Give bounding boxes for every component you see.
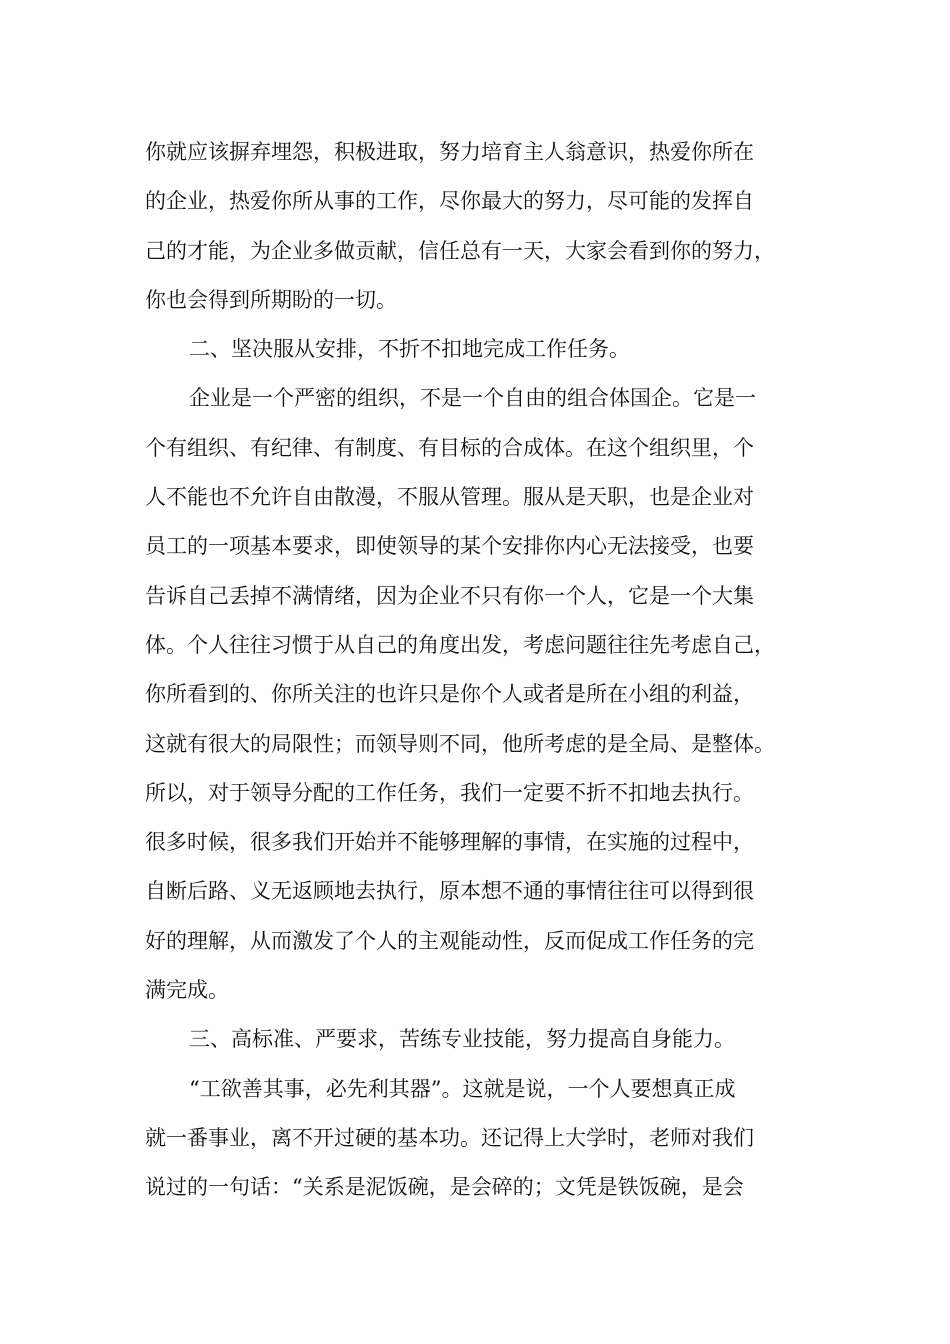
text-line: 人不能也不允许自由散漫，不服从管理。服从是天职，也是企业对 <box>145 485 754 510</box>
text-line: 企业是一个严密的组织，不是一个自由的组合体国企。它是一 <box>189 386 756 411</box>
text-line: 员工的一项基本要求，即使领导的某个安排你内心无法接受，也要 <box>145 534 754 559</box>
text-line: 你也会得到所期盼的一切。 <box>145 287 397 312</box>
body-text <box>145 128 825 1213</box>
text-line: 很多时候，很多我们开始并不能够理解的事情，在实施的过程中， <box>145 830 754 855</box>
text-line: 二、坚决服从安排，不折不扣地完成工作任务。 <box>189 337 630 362</box>
text-line: 满完成。 <box>145 978 229 1003</box>
text-line: 三、高标准、严要求，苦练专业技能，努力提高自身能力。 <box>189 1027 735 1052</box>
text-line: 你就应该摒弃埋怨，积极进取，努力培育主人翁意识，热爱你所在 <box>145 140 754 164</box>
text-line: “工欲善其事，必先利其器”。这就是说，一个人要想真正成 <box>189 1076 736 1101</box>
text-line: 所以，对于领导分配的工作任务，我们一定要不折不扣地去执行。 <box>145 780 754 805</box>
text-line: 自断后路、义无返顾地去执行，原本想不通的事情往往可以得到很 <box>145 879 754 904</box>
text-line: 个有组织、有纪律、有制度、有目标的合成体。在这个组织里，个 <box>145 435 754 460</box>
text-line: 就一番事业，离不开过硬的基本功。还记得上大学时，老师对我们 <box>145 1125 754 1150</box>
text-line: 好的理解，从而激发了个人的主观能动性，反而促成工作任务的完 <box>145 928 754 953</box>
text-line: 你所看到的、你所关注的也许只是你个人或者是所在小组的利益， <box>145 682 754 707</box>
text-line: 体。个人往往习惯于从自己的角度出发，考虑问题往往先考虑自己， <box>145 632 775 657</box>
text-line: 说过的一句话：“关系是泥饭碗，是会碎的；文凭是铁饭碗，是会 <box>145 1175 744 1200</box>
text-line: 告诉自己丢掉不满情绪，因为企业不只有你一个人，它是一个大集 <box>145 583 754 608</box>
text-line: 己的才能，为企业多做贡献，信任总有一天，大家会看到你的努力， <box>145 238 775 263</box>
text-line: 这就有很大的局限性；而领导则不同，他所考虑的是全局、是整体。 <box>145 731 775 756</box>
text-line: 的企业，热爱你所从事的工作，尽你最大的努力，尽可能的发挥自 <box>145 189 754 214</box>
